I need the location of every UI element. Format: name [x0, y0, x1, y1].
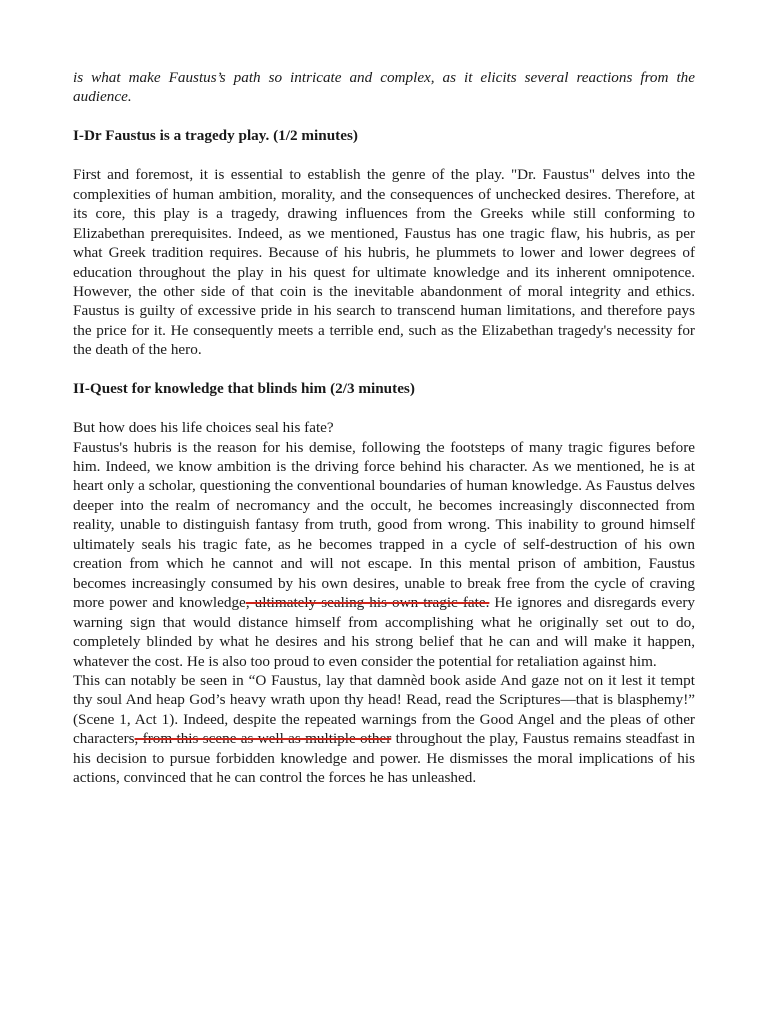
section-1-paragraph: First and foremost, it is essential to establish the genre of the play. "Dr. Faustus" delves into the complexities of human ambition, morality, and the consequences of unchecked desires. Therefore, at its core, this play is a tragedy, drawing influences from the Greeks while still conforming to Elizabethan prerequisites. Indeed, as we mentioned, Faustus has one tragic flaw, his hubris, as per what Greek tradition requires. Because of his hubris, he plummets to lower and lower degrees of education throughout the play in his quest for ultimate knowledge and its inherent omnipotence. However, the other side of that coin is the inevitable abandonment of moral integrity and ethics. Faustus is guilty of excessive pride in his search to transcend human limitations, and therefore pays the price for it. He consequently meets a terrible end, such as the Elizabethan tragedy's necessity for the death of the hero.	[73, 166, 695, 359]
paragraph-text: He ignores and disregards every warning sign that would distance himself from accomplishing what he originally set out to do, completely blinded by what he desires and his strong belief that he can and will make it happen, whatever the cost. He is also too proud to even consider the potential for retaliation against him.	[73, 594, 695, 670]
struck-text: , ultimately sealing his own tragic fate.	[245, 594, 490, 612]
spacer	[73, 107, 695, 126]
paragraph-text: throughout the play, Faustus remains steadfast in his decision to pursue forbidden knowledge and power. He dismisses the moral implications of his actions, convinced that he can control the forces he has unleashed.	[73, 730, 696, 787]
section-heading-2: II-Quest for knowledge that blinds him (2/3 minutes)	[73, 380, 415, 398]
section-2-question: But how does his life choices seal his fate?	[73, 419, 334, 437]
spacer	[73, 146, 695, 165]
document-page	[73, 68, 695, 788]
section-2-paragraph-2	[73, 671, 695, 788]
spacer	[73, 399, 695, 418]
paragraph-text: This can notably be seen in “O Faustus, lay that damnèd book aside And gaze not on it lest it tempt thy soul And heap God’s heavy wrath upon thy head! Read, read the Scriptures—that is blasphemy!” (Scene 1, Act 1). Indeed, despite the repeated warnings from the Good Angel and the pleas of other characters	[73, 671, 695, 748]
struck-text: , from this scene as well as multiple other	[134, 730, 392, 748]
paragraph-text: Faustus's hubris is the reason for his demise, following the footsteps of many tragic figures before him. Indeed, we know ambition is the driving force behind his character. As we mentioned, he is at heart only a scholar, questioning the conventional boundaries of human knowledge. As Faustus delves deeper into the realm of necromancy and the occult, he becomes increasingly disconnected from reality, unable to distinguish fantasy from truth, good from wrong. This inability to ground himself ultimately seals his tragic fate, as he becomes trapped in a cycle of self-destruction of his own creation from which he cannot and will not escape. In this mental prison of ambition, Faustus becomes increasingly consumed by his own desires, unable to break free from the cycle of craving more power and knowledge	[73, 438, 695, 612]
section-heading-1: I-Dr Faustus is a tragedy play. (1/2 minutes)	[73, 127, 358, 145]
section-2-paragraph-1	[73, 438, 695, 671]
spacer	[73, 360, 695, 379]
intro-text: is what make Faustus’s path so intricate and complex, as it elicits several reactions from the audience.	[73, 69, 695, 106]
